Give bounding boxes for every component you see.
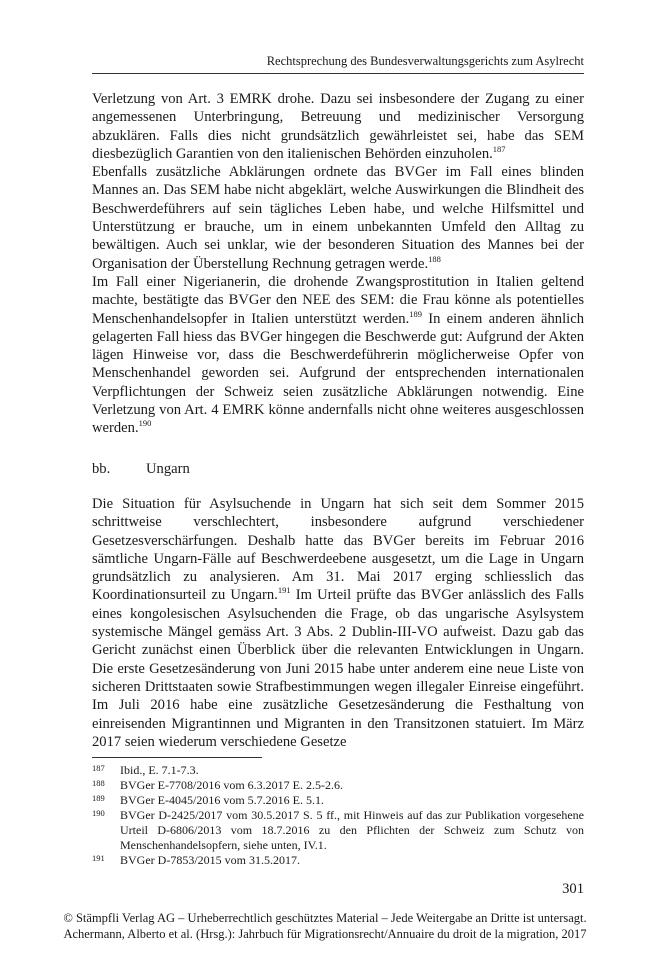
page-number: 301 xyxy=(562,881,584,897)
footnote-number: 190 xyxy=(92,808,105,818)
paragraph-4-text-b: Im Urteil prüfte das BVGer anlässlich des Falls eines kongolesischen Asylsuchenden die Frage, ob das ungarische Asylsystem systemische Mängel gemäss Art. 3 Abs. 2 Dublin-III-VO aufweist. Dazu gab das Gericht zunächst einen Überblick über die relevanten Entwicklungen in Ungarn. Die erste Gesetzesänderung von Juni 2015 habe unter anderem eine neue Liste von sicheren Drittstaaten sowie Strafbestimmungen wegen illegaler Einreise eingeführt. Im Juli 2016 habe eine zusätzliche Gesetzesänderung die Festhaltung von einreisenden Migrantinnen und Migranten in den Transitzonen statuiert. Im März 2017 seien wiederum verschiedene Gesetze xyxy=(92,587,584,750)
footnote-ref-190[interactable]: 190 xyxy=(138,418,152,429)
copyright-notice xyxy=(0,910,650,942)
footnote-number: 191 xyxy=(92,853,105,863)
footnote-ref-188[interactable]: 188 xyxy=(428,253,441,264)
footnote-rule xyxy=(92,757,262,758)
footnote-ref-187[interactable]: 187 xyxy=(492,143,506,154)
footnote xyxy=(92,853,584,868)
paragraph-4-text-a: Die Situation für Asylsuchende in Ungarn hat sich seit dem Sommer 2015 schrittweise verschlechtert, insbesondere aufgrund verschiedener Gesetzesverschärfungen. Deshalb hatte das BVGer bereits im Februar 2016 sämtliche Ungarn-Fälle auf Beschwerdeebene ausgesetzt, um die Lage in Ungarn grundsätzlich zu analysieren. Am 31. Mai 2017 erging schliesslich das Koordinationsurteil zu Ungarn. xyxy=(92,495,584,604)
paragraph-2-text: Ebenfalls zusätzliche Abklärungen ordnete das BVGer im Fall eines blinden Mannes an. Das SEM habe nicht abgeklärt, welche Auswirkungen die Blindheit des Beschwerdeführers auf sein tägliches Leben habe, und welche Hilfsmittel und Unterstützung er brauche, um in einem unbekannten Umfeld den Alltag zu bewältigen. Auch sei unklar, wie der besonderen Situation des Mannes bei der Organisation der Überstellung Rechnung getragen werde. xyxy=(92,164,584,272)
footnote-text: Ibid., E. 7.1-7.3. xyxy=(120,763,199,777)
footnote xyxy=(92,763,584,778)
copyright-line-2: Achermann, Alberto et al. (Hrsg.): Jahrbuch für Migrationsrecht/Annuaire du droit de la migration, 2017 xyxy=(63,927,587,941)
footnote xyxy=(92,793,584,808)
footnote-text: BVGer D-7853/2015 vom 31.5.2017. xyxy=(120,853,300,867)
footnote xyxy=(92,808,584,853)
paragraph-2 xyxy=(92,163,584,273)
paragraph-3-text-b: In einem anderen ähnlich gelagerten Fall hiess das BVGer hingegen die Beschwerde gut: Aufgrund der Akten lägen Hinweise vor, dass die Beschwerdeführerin möglicherweise Opfer von Menschenhandel geworden sei. Aufgrund der entsprechenden internationalen Verpflichtungen der Schweiz seien zusätzliche Abklärungen notwendig. Eine Verletzung von Art. 4 EMRK könne andernfalls nicht ohne weiteres ausgeschlossen werden. xyxy=(92,310,584,437)
footnote-text: BVGer E-4045/2016 vom 5.7.2016 E. 5.1. xyxy=(120,793,324,807)
paragraph-3 xyxy=(92,273,584,438)
section-title: Ungarn xyxy=(146,460,190,477)
paragraph-3-text-a: Im Fall einer Nigerianerin, die drohende Zwangsprostitution in Italien geltend machte, bestätigte das BVGer den NEE des SEM: die Frau könne als potentielles Menschenhandelsopfer in Italien unterstützt werden. xyxy=(92,273,584,327)
header-rule xyxy=(92,73,584,74)
footnote-number: 187 xyxy=(92,763,105,773)
section-number: bb. xyxy=(92,460,111,477)
footnotes xyxy=(92,763,584,868)
running-title: Rechtsprechung des Bundesverwaltungsgerichts zum Asylrecht xyxy=(266,54,584,68)
copyright-line-1: © Stämpfli Verlag AG – Urheberrechtlich geschütztes Material – Jede Weitergabe an Dritte ist untersagt. xyxy=(63,911,587,925)
footnote-text: BVGer E-7708/2016 vom 6.3.2017 E. 2.5-2.6. xyxy=(120,778,343,792)
footnote xyxy=(92,778,584,793)
running-header xyxy=(92,53,584,69)
body-text xyxy=(92,90,584,751)
footnote-number: 188 xyxy=(92,778,105,788)
section-heading xyxy=(92,460,584,478)
paragraph-4 xyxy=(92,495,584,751)
footnote-ref-191[interactable]: 191 xyxy=(277,585,291,596)
paragraph-1 xyxy=(92,90,584,163)
footnote-ref-189[interactable]: 189 xyxy=(409,308,422,319)
paragraph-1-text: Verletzung von Art. 3 EMRK drohe. Dazu sei insbesondere der Zugang zu einer angemessenen Unterbringung, Betreuung und medizinischer Versorgung abzuklären. Falls dies nicht grundsätzlich gewährleistet sei, habe das SEM diesbezüglich Garantien von den italienischen Behörden einzuholen. xyxy=(92,91,584,162)
footnote-number: 189 xyxy=(92,793,105,803)
footnote-text: BVGer D-2425/2017 vom 30.5.2017 S. 5 ff., mit Hinweis auf das zur Publikation vorgesehene Urteil D-6806/2013 vom 18.7.2016 zu den Pflichten der Schweiz zum Schutz von Menschenhandelsopfern, siehe unten, IV.1. xyxy=(120,808,584,852)
